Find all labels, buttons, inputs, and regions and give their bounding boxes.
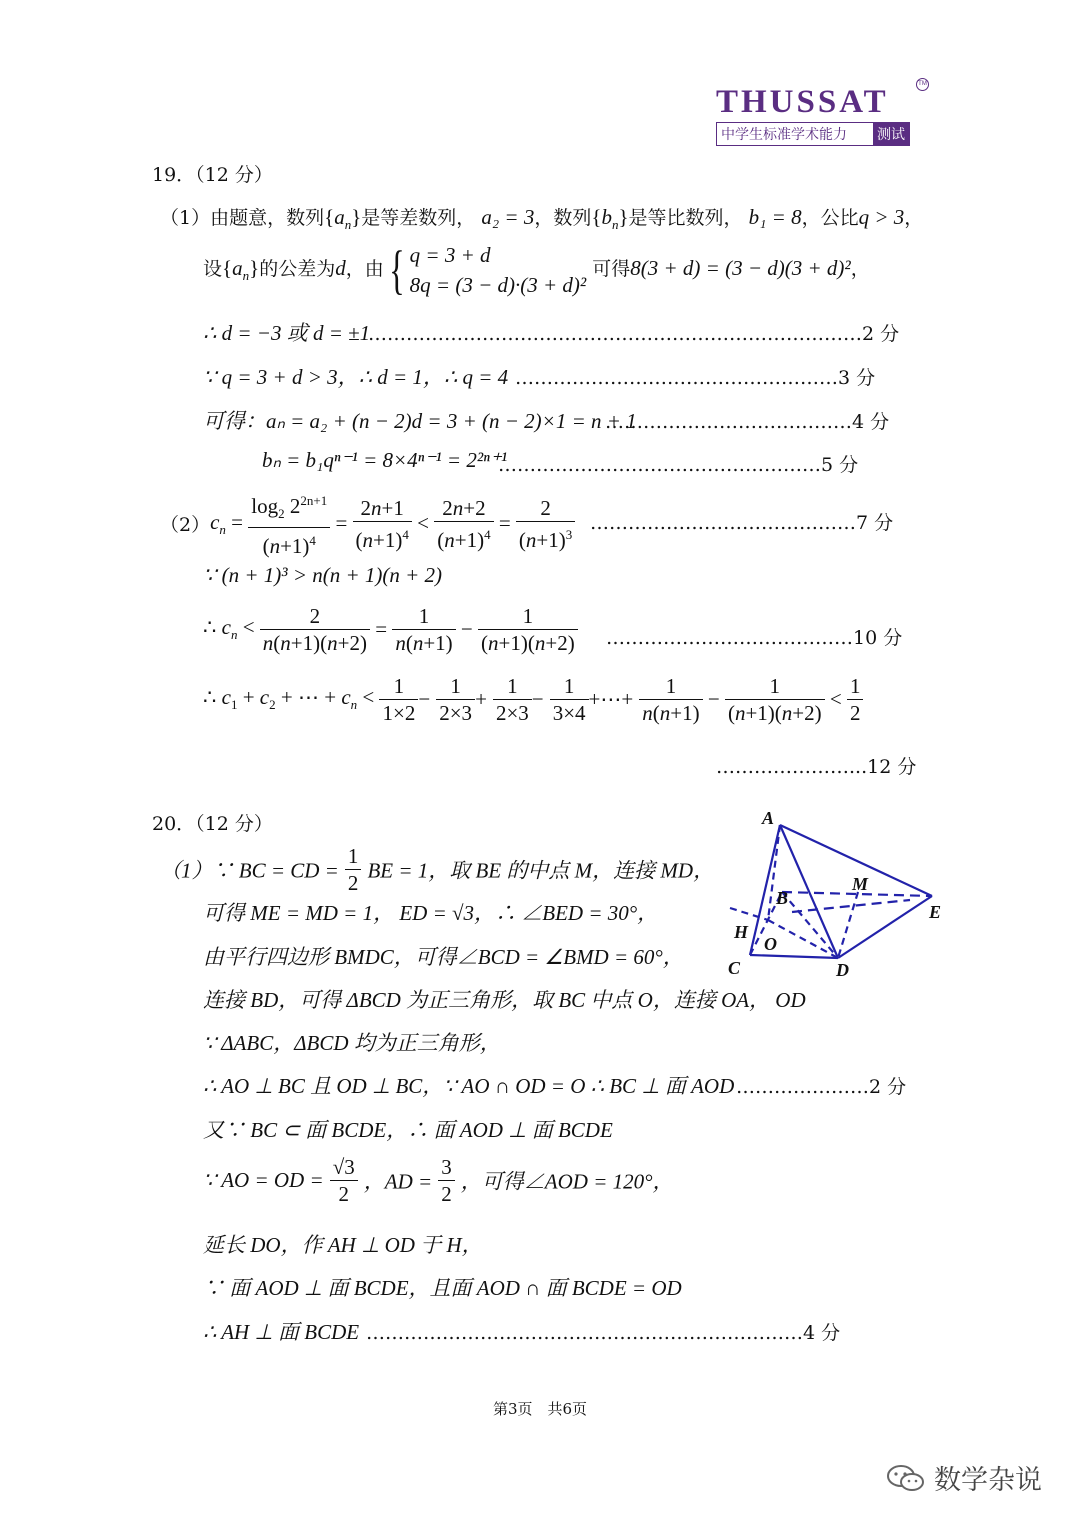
q19-line10: ∴ $c_1 + c_2$ + ⋯ + $c_n$ < $\frac{1}{1\times 2}$ − $\frac{1}{2\times 3}$ + $\frac{1}{2\times 3}$ − $\frac{1}{3\times 4}$ +⋯+ $\frac{1}{n(n+1)}$ − $\frac{1}{(n+1)(n+2)}$ < $\frac{1}{2}$ [203,673,863,726]
q19-line5: 可得：aₙ = a₂ + (n − 2)d = 3 + (n − 2)×1 = n + 1 [203,409,637,433]
q19-line8: ∵ (n + 1)³ > n(n + 1)(n + 2) [203,563,443,587]
q19-math: b₁ = 8 [748,205,802,229]
fig-label-d: D [836,960,849,980]
q19-p1-line1: （1）由题意，数列$\{a_n\}$是等差数列， a₂ = 3，数列$\{b_n\}$是等比数列， b₁ = 8，公比q > 3， [160,205,924,233]
q19-score-7: ……………………………………7 分 [590,512,894,534]
q19-line3: ∴ d = −3 或 d = ±1 [203,321,371,345]
q19-math: q > 3 [858,205,905,229]
q19-line2: 设$\{a_n\}$的公差为d，由{ q = 3 + d 8q = (3 − d)·(3 + d)² 可得8(3 + d) = (3 − d)(3 + d)²， [203,240,870,300]
q19-score-5: ……………………………………………5 分 [498,454,859,476]
q19-line4: ∵ q = 3 + d > 3，∴ d = 1，∴ q = 4 [203,365,509,389]
logo-tm: TM [916,78,929,91]
q20-line5: ∵ ΔABC，ΔBCD 均为正三角形， [203,1031,501,1055]
logo-word: THUSSAT [716,84,889,120]
q20-line11: ∴ AH ⊥ 面 BCDE [203,1320,360,1344]
q19-line9: ∴ $c_n$ < $\frac{2}{n(n+1)(n+2)}$ = $\frac{1}{n(n+1)}$ − $\frac{1}{(n+1)(n+2)}$ [203,603,578,656]
q19-system-eq2: 8q = (3 − d)·(3 + d)² [409,273,587,297]
q20-line6: ∴ AO ⊥ BC 且 OD ⊥ BC，∵ AO ∩ OD = O ∴ BC ⊥ 面 AOD [203,1074,735,1098]
q19-line6: bₙ = b₁qⁿ⁻¹ = 8×4ⁿ⁻¹ = 2²ⁿ⁺¹ [262,448,508,472]
q19-score-3: ……………………………………………3 分 [515,367,876,389]
q19-text: ，数列 [534,207,592,229]
q20-math: ，AD = [363,1169,433,1194]
logo-tag: 测试 [873,123,909,145]
q19-text: 的公差为 [259,258,336,280]
fig-label-c: C [728,958,741,978]
q20-line10: ∵ 面 AOD ⊥ 面 BCDE，且面 AOD ∩ 面 BCDE = OD [203,1276,682,1300]
q20-line3: 由平行四边形 BMDC，可得∠BCD = ∠BMD = 60°， [203,945,684,969]
q19-text: ，由 [345,258,384,280]
q20-line4: 连接 BD，可得 ΔBCD 为正三角形，取 BC 中点 O，连接 OA， OD [203,988,806,1012]
pyramid-figure [720,800,950,985]
q19-text: （2） [160,514,211,537]
q19-text: 是等差数列， [361,207,476,229]
fig-label-b: B [776,888,789,908]
fig-label-e: E [929,902,942,922]
q20-math: ，可得∠AOD = 120°， [460,1169,674,1194]
q19-title: 19．（12 分） [152,164,273,186]
q20-line8: ∵ AO = OD = $\frac{√3}{2}$ ，AD = $\frac{3}{2}$ ，可得∠AOD = 120°， [203,1155,674,1206]
q19-math: 8(3 + d) = (3 − d)(3 + d)² [630,256,851,280]
q19-text: ， [904,207,924,229]
q19-p2-line1: $(2)c_n$ = $\frac{\log_2 2^{2n+1}}{(n+1)^4}$ = $\frac{2n+1}{(n+1)^4}$ < $\frac{2n+2}{(n+1)^4}$ = $\frac{2}{(n+1)^3}$ [160,488,575,559]
q19-score-10: …………………………………10 分 [606,627,903,649]
wechat-icon [886,1462,926,1494]
q19-system-eq1: q = 3 + d [409,243,491,267]
watermark-text: 数学杂说 [934,1465,1042,1496]
fig-label-m: M [852,874,869,894]
q19-text: 可得 [592,258,631,280]
q19-text: （1）由题意，数列 [160,207,325,229]
watermark [886,1458,1042,1497]
q19-score-12: …………………...12 分 [716,756,917,778]
fig-label-h: H [734,922,749,942]
fig-label-o: O [764,934,777,954]
q20-math: BE = 1，取 BE 的中点 M，连接 MD， [367,858,715,883]
q20-line7: 又∵ BC ⊂ 面 BCDE，∴ 面 AOD ⊥ 面 BCDE [203,1118,613,1142]
q19-text: ，公比 [801,207,859,229]
page-footer: 第3页 共6页 [492,1400,588,1418]
thussat-logo [716,81,927,146]
q20-score-4: ……………………………………………………………4 分 [366,1322,841,1344]
q20-line2: 可得 ME = MD = 1， ED = √3，∴ ∠BED = 30°， [203,901,659,925]
q19-text: 是等比数列， [628,207,743,229]
q19-math: a₂ = 3 [481,205,535,229]
q19-score-4: …………………………………4 分 [605,411,890,433]
q19-score-2: ……………………………………………………………………2 分 [368,323,900,345]
fig-label-a: A [762,808,775,828]
q20-math: ∵ AO = OD = [203,1168,324,1192]
q20-line9: 延长 DO，作 AH ⊥ OD 于 H， [203,1233,483,1257]
q19-text: 设 [203,258,223,280]
q20-line1: （1）∵ BC = CD = $\frac{1}{2}$ BE = 1，取 BE 的中点 M，连接 MD， [160,844,715,895]
logo-subtitle: 中学生标准学术能力 [721,127,847,143]
q20-score-2: …………………2 分 [736,1076,907,1098]
q20-title: 20．（12 分） [152,813,273,835]
q20-math: （1）∵ BC = CD = [160,858,339,883]
